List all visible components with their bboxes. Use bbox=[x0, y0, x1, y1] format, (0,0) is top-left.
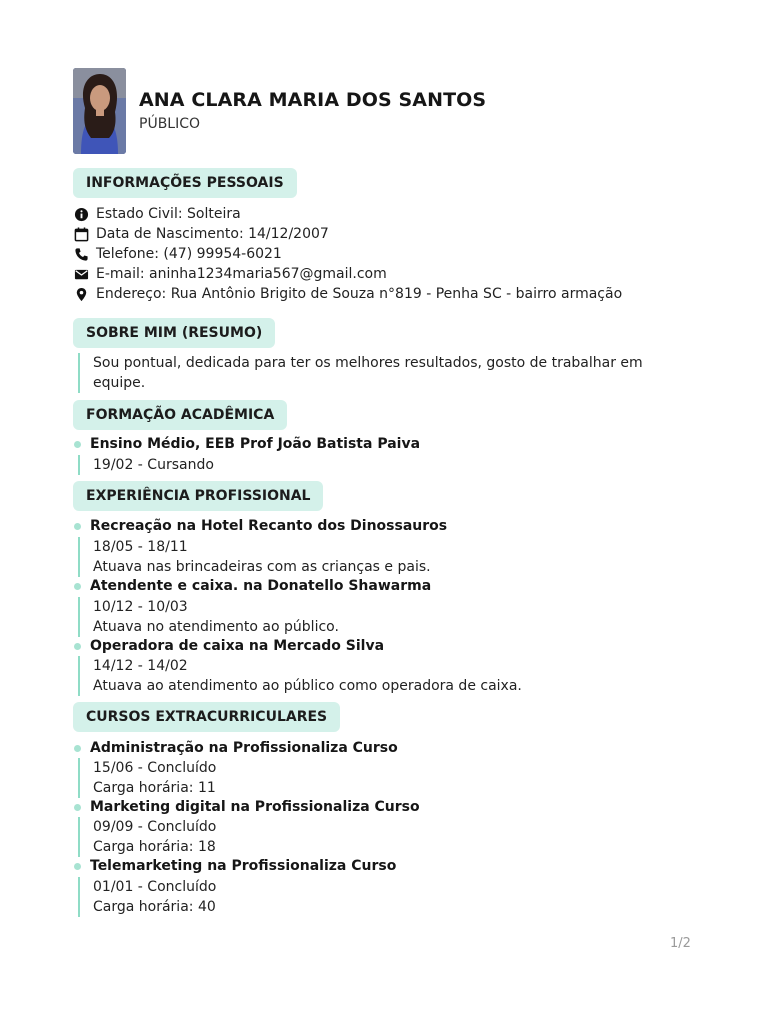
candidate-name: ANA CLARA MARIA DOS SANTOS bbox=[139, 89, 487, 111]
section-about: SOBRE MIM (RESUMO) bbox=[73, 318, 275, 348]
experience-entry-title: Atendente e caixa. na Donatello Shawarma bbox=[74, 576, 431, 596]
bullet-dot bbox=[74, 643, 81, 650]
calendar-icon bbox=[74, 227, 89, 242]
about-summary bbox=[78, 353, 678, 393]
section-education: FORMAÇÃO ACADÊMICA bbox=[73, 400, 287, 430]
bullet-dot bbox=[74, 583, 81, 590]
info-address: Endereço: Rua Antônio Brigito de Souza n°819 - Penha SC - bairro armação bbox=[74, 284, 622, 304]
info-email: E-mail: aninha1234maria567@gmail.com bbox=[74, 264, 387, 284]
experience-entry-title: Recreação na Hotel Recanto dos Dinossauros bbox=[74, 516, 447, 536]
experience-entry-title: Operadora de caixa na Mercado Silva bbox=[74, 636, 384, 656]
bullet-dot bbox=[74, 441, 81, 448]
education-entry-title: Ensino Médio, EEB Prof João Batista Paiva bbox=[74, 434, 420, 454]
education-entry-body: 19/02 - Cursando bbox=[78, 455, 214, 475]
about-line-1: Sou pontual, dedicada para ter os melhores resultados, gosto de trabalhar em bbox=[93, 355, 643, 371]
experience-entry-body: 10/12 - 10/03 Atuava no atendimento ao público. bbox=[78, 597, 339, 637]
about-line-2: equipe. bbox=[93, 375, 146, 391]
phone-icon bbox=[74, 247, 89, 262]
bullet-dot bbox=[74, 804, 81, 811]
course-entry-body: 15/06 - Concluído Carga horária: 11 bbox=[78, 758, 216, 798]
course-entry-title: Marketing digital na Profissionaliza Curso bbox=[74, 797, 420, 817]
page-number: 1/2 bbox=[670, 936, 691, 951]
bullet-dot bbox=[74, 863, 81, 870]
info-marital-status: Estado Civil: Solteira bbox=[74, 204, 241, 224]
bullet-dot bbox=[74, 745, 81, 752]
course-entry-title: Administração na Profissionaliza Curso bbox=[74, 738, 398, 758]
course-entry-body: 09/09 - Concluído Carga horária: 18 bbox=[78, 817, 216, 857]
location-pin-icon bbox=[74, 287, 89, 302]
course-entry-title: Telemarketing na Profissionaliza Curso bbox=[74, 856, 396, 876]
candidate-target: PÚBLICO bbox=[139, 116, 201, 132]
info-phone: Telefone: (47) 99954-6021 bbox=[74, 244, 282, 264]
mail-icon bbox=[74, 267, 89, 282]
profile-photo bbox=[73, 68, 126, 154]
section-personal-info: INFORMAÇÕES PESSOAIS bbox=[73, 168, 297, 198]
info-icon bbox=[74, 207, 89, 222]
section-experience: EXPERIÊNCIA PROFISSIONAL bbox=[73, 481, 323, 511]
experience-entry-body: 18/05 - 18/11 Atuava nas brincadeiras com as crianças e pais. bbox=[78, 537, 431, 577]
experience-entry-body: 14/12 - 14/02 Atuava ao atendimento ao público como operadora de caixa. bbox=[78, 656, 522, 696]
section-courses: CURSOS EXTRACURRICULARES bbox=[73, 702, 340, 732]
bullet-dot bbox=[74, 523, 81, 530]
course-entry-body: 01/01 - Concluído Carga horária: 40 bbox=[78, 877, 216, 917]
info-birth-date: Data de Nascimento: 14/12/2007 bbox=[74, 224, 329, 244]
